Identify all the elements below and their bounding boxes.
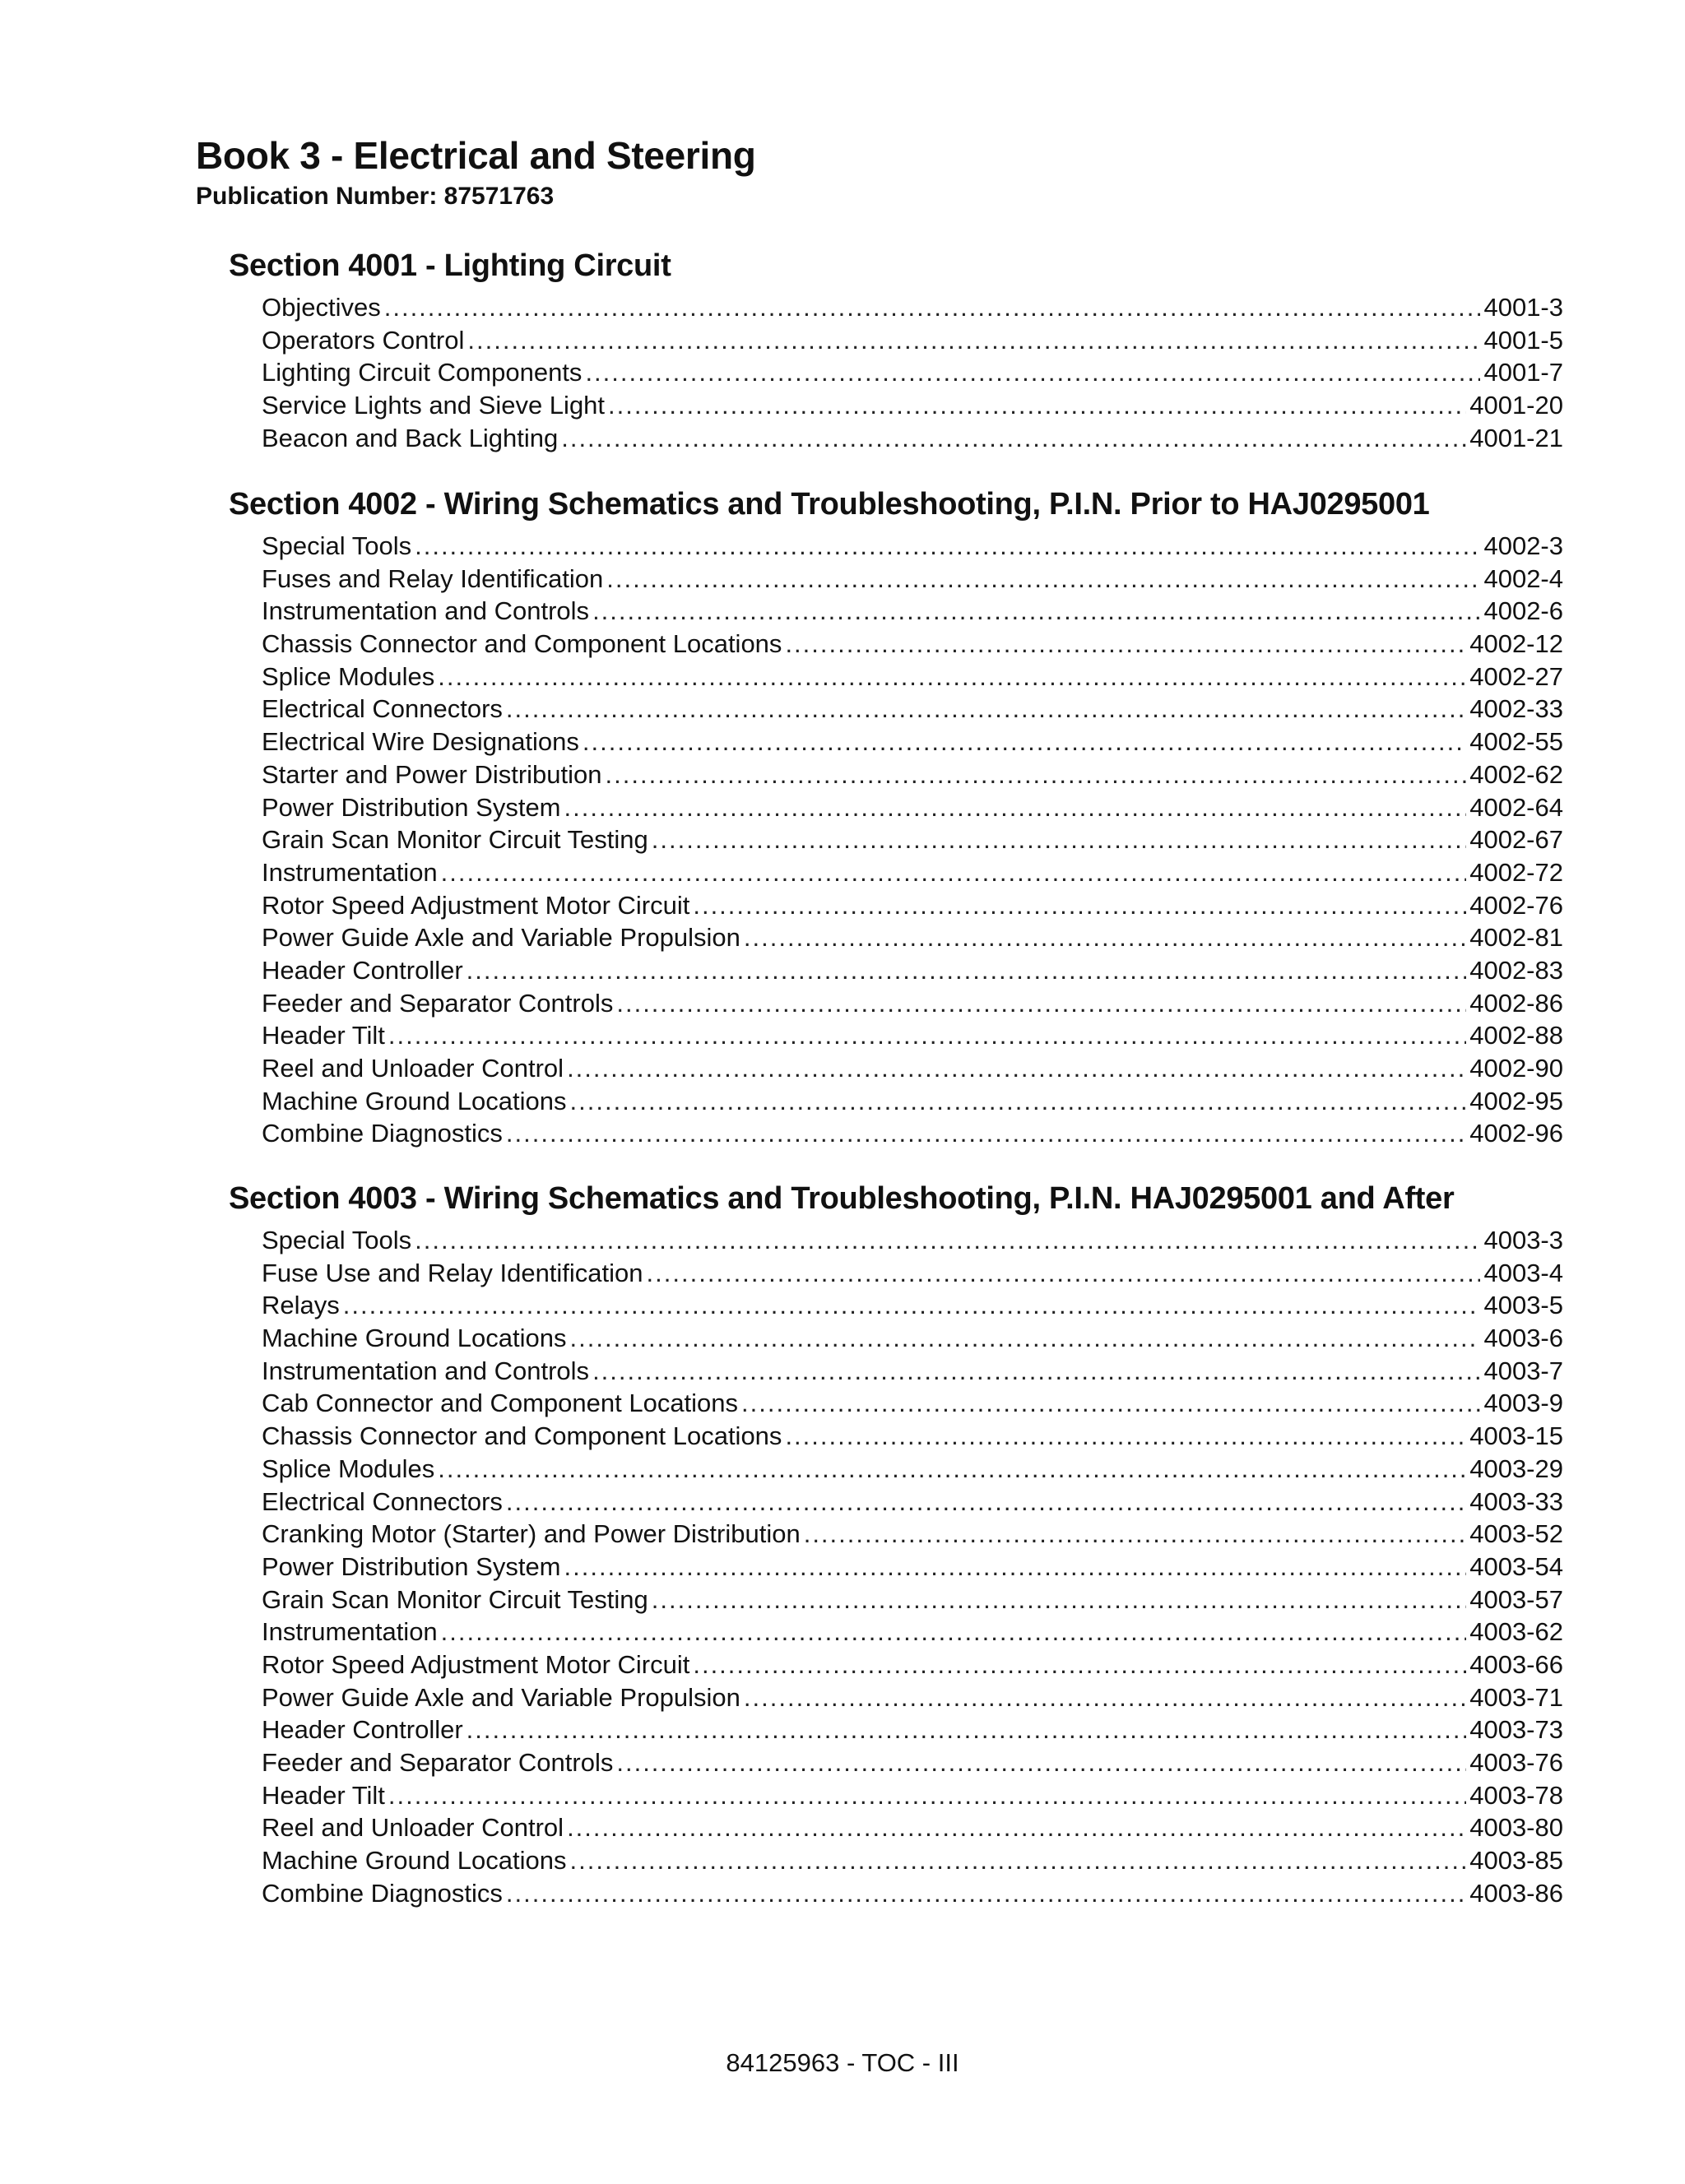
toc-leader	[467, 1713, 1467, 1746]
toc-entry[interactable]	[262, 1584, 1563, 1616]
toc-entry-page: 4003-3	[1483, 1226, 1563, 1254]
publication-number: Publication Number: 87571763	[196, 183, 555, 210]
toc-leader	[506, 1117, 1466, 1150]
toc-entry-label: Feeder and Separator Controls	[262, 1748, 614, 1777]
toc-entry[interactable]	[262, 1779, 1563, 1812]
toc-entry-label: Lighting Circuit Components	[262, 358, 583, 387]
toc-entry-page: 4002-96	[1469, 1119, 1563, 1148]
toc-entry[interactable]	[262, 291, 1563, 324]
toc-entry-page: 4003-78	[1469, 1780, 1563, 1810]
toc-entry[interactable]	[262, 1486, 1563, 1519]
toc-entry[interactable]	[262, 1811, 1563, 1844]
toc-entry-page: 4003-6	[1483, 1324, 1563, 1353]
toc-entry[interactable]	[262, 1746, 1563, 1779]
toc-entry[interactable]	[262, 1713, 1563, 1746]
toc-entry-label: Grain Scan Monitor Circuit Testing	[262, 825, 648, 855]
toc-entry-label: Fuses and Relay Identification	[262, 563, 604, 593]
toc-entry[interactable]	[262, 422, 1563, 455]
toc-entry-page: 4003-52	[1469, 1519, 1563, 1549]
toc-entry[interactable]	[262, 791, 1563, 824]
toc-entry[interactable]	[262, 389, 1563, 422]
toc-entry-label: Header Controller	[262, 1715, 463, 1745]
toc-leader	[570, 1085, 1467, 1118]
section-title: Section 4002 - Wiring Schematics and Troubleshooting, P.I.N. Prior to HAJ0295001	[229, 487, 1430, 522]
toc-leader	[506, 1486, 1466, 1519]
toc-leader	[647, 1257, 1481, 1290]
toc-entry-label: Instrumentation and Controls	[262, 1356, 590, 1385]
toc-entry-label: Header Tilt	[262, 1021, 385, 1050]
section-4001	[229, 245, 1563, 454]
toc-entry-page: 4002-33	[1469, 694, 1563, 724]
toc-leader	[438, 1453, 1466, 1486]
toc-entry-page: 4003-33	[1469, 1486, 1563, 1516]
toc-entry-page: 4003-86	[1469, 1878, 1563, 1908]
toc-entry-page: 4002-3	[1483, 531, 1563, 560]
toc-entry-page: 4001-3	[1483, 293, 1563, 322]
toc-entry-page: 4002-95	[1469, 1086, 1563, 1115]
toc-entry-page: 4003-71	[1469, 1682, 1563, 1712]
toc-entry[interactable]	[262, 530, 1563, 563]
toc-leader	[567, 1052, 1466, 1085]
toc-entry[interactable]	[262, 921, 1563, 954]
toc-entry-label: Splice Modules	[262, 661, 435, 691]
toc-entry[interactable]	[262, 1224, 1563, 1257]
toc-entry-page: 4003-5	[1483, 1291, 1563, 1320]
toc-entry-label: Instrumentation	[262, 857, 438, 887]
toc-entry-label: Relays	[262, 1291, 340, 1320]
toc-leader	[343, 1289, 1481, 1322]
toc-entry-page: 4002-6	[1483, 596, 1563, 626]
toc-entry-label: Power Guide Axle and Variable Propulsion	[262, 923, 740, 953]
toc-entry-label: Instrumentation	[262, 1617, 438, 1647]
toc-entry-page: 4002-27	[1469, 661, 1563, 691]
toc-entry-page: 4002-55	[1469, 727, 1563, 757]
toc-leader	[441, 856, 1467, 889]
toc-entry-label: Combine Diagnostics	[262, 1119, 503, 1148]
toc-leader	[583, 726, 1466, 758]
toc-entry-label: Power Distribution System	[262, 1551, 561, 1581]
toc-leader	[388, 1779, 1466, 1812]
toc-leader	[388, 1019, 1466, 1052]
section-4002	[229, 484, 1563, 1150]
toc-entry-label: Power Guide Axle and Variable Propulsion	[262, 1682, 740, 1712]
toc-entry-page: 4003-62	[1469, 1617, 1563, 1647]
toc-entry-label: Machine Ground Locations	[262, 1846, 567, 1876]
toc-leader	[608, 389, 1466, 422]
toc-entry-page: 4002-86	[1469, 988, 1563, 1018]
toc-entry-page: 4002-76	[1469, 890, 1563, 920]
toc-leader	[693, 1648, 1466, 1681]
toc-entry[interactable]	[262, 889, 1563, 922]
toc-entry-label: Reel and Unloader Control	[262, 1813, 564, 1843]
toc-leader	[606, 563, 1480, 596]
toc-leader	[384, 291, 1481, 324]
toc-entry-page: 4003-4	[1483, 1258, 1563, 1287]
toc-leader	[744, 1681, 1466, 1714]
toc-entry-page: 4003-54	[1469, 1551, 1563, 1581]
toc-leader	[616, 987, 1466, 1020]
toc-leader	[415, 530, 1480, 563]
toc-entry-label: Splice Modules	[262, 1454, 435, 1483]
toc-list	[229, 1224, 1563, 1909]
toc-entry-page: 4002-90	[1469, 1054, 1563, 1083]
toc-entry[interactable]	[262, 595, 1563, 628]
toc-leader	[592, 1355, 1480, 1388]
toc-entry[interactable]	[262, 1289, 1563, 1322]
toc-entry-page: 4003-15	[1469, 1421, 1563, 1451]
toc-entry-label: Chassis Connector and Component Locations	[262, 1421, 782, 1451]
toc-entry-label: Service Lights and Sieve Light	[262, 391, 606, 420]
toc-entry-page: 4003-7	[1483, 1356, 1563, 1385]
toc-entry[interactable]	[262, 1322, 1563, 1355]
toc-entry[interactable]	[262, 661, 1563, 693]
toc-leader	[585, 356, 1480, 389]
toc-entry[interactable]	[262, 324, 1563, 357]
toc-entry-page: 4001-21	[1469, 423, 1563, 452]
toc-leader	[744, 921, 1466, 954]
toc-leader	[561, 422, 1466, 455]
toc-entry[interactable]	[262, 1844, 1563, 1877]
toc-entry-page: 4003-80	[1469, 1813, 1563, 1843]
toc-entry[interactable]	[262, 356, 1563, 389]
toc-entry-label: Rotor Speed Adjustment Motor Circuit	[262, 890, 690, 920]
toc-entry-page: 4002-83	[1469, 955, 1563, 985]
toc-leader	[564, 791, 1467, 824]
book-title: Book 3 - Electrical and Steering	[196, 134, 756, 177]
toc-entry[interactable]	[262, 1387, 1563, 1420]
toc-leader	[785, 1420, 1466, 1453]
toc-entry[interactable]	[262, 1257, 1563, 1290]
toc-entry[interactable]	[262, 1616, 1563, 1648]
toc-leader	[652, 1584, 1466, 1616]
toc-entry-label: Instrumentation and Controls	[262, 596, 590, 626]
toc-entry-page: 4002-64	[1469, 792, 1563, 822]
toc-entry-page: 4003-9	[1483, 1389, 1563, 1418]
toc-entry[interactable]	[262, 1877, 1563, 1910]
toc-entry-page: 4003-85	[1469, 1846, 1563, 1876]
toc-leader	[785, 628, 1466, 661]
toc-entry[interactable]	[262, 1681, 1563, 1714]
toc-entry-label: Chassis Connector and Component Locations	[262, 629, 782, 659]
toc-entry-label: Reel and Unloader Control	[262, 1054, 564, 1083]
toc-entry-page: 4001-7	[1483, 358, 1563, 387]
toc-entry-page: 4002-12	[1469, 629, 1563, 659]
toc-entry-label: Beacon and Back Lighting	[262, 423, 559, 452]
toc-leader	[570, 1844, 1467, 1877]
toc-entry-label: Electrical Connectors	[262, 694, 503, 724]
toc-list	[229, 291, 1563, 454]
toc-entry-page: 4001-20	[1469, 391, 1563, 420]
toc-leader	[564, 1551, 1467, 1584]
section-title: Section 4001 - Lighting Circuit	[229, 248, 671, 283]
toc-leader	[652, 823, 1466, 856]
toc-leader	[506, 1877, 1466, 1910]
toc-leader	[616, 1746, 1466, 1779]
toc-entry[interactable]	[262, 1052, 1563, 1085]
toc-leader	[606, 758, 1467, 791]
toc-entry-label: Feeder and Separator Controls	[262, 988, 614, 1018]
toc-entry-page: 4003-57	[1469, 1584, 1563, 1614]
toc-leader	[467, 324, 1480, 357]
toc-leader	[592, 595, 1480, 628]
toc-entry[interactable]	[262, 987, 1563, 1020]
toc-entry-label: Special Tools	[262, 531, 412, 560]
toc-entry-label: Electrical Wire Designations	[262, 727, 579, 757]
toc-entry[interactable]	[262, 1453, 1563, 1486]
toc-entry[interactable]	[262, 1420, 1563, 1453]
toc-entry-label: Cab Connector and Component Locations	[262, 1389, 739, 1418]
toc-entry-page: 4003-66	[1469, 1649, 1563, 1679]
toc-list	[229, 530, 1563, 1150]
toc-entry-page: 4002-81	[1469, 923, 1563, 953]
toc-entry[interactable]	[262, 693, 1563, 726]
toc-entry-label: Operators Control	[262, 325, 465, 355]
toc-entry[interactable]	[262, 1085, 1563, 1118]
toc-entry-label: Header Controller	[262, 955, 463, 985]
section-title: Section 4003 - Wiring Schematics and Troubleshooting, P.I.N. HAJ0295001 and After	[229, 1181, 1455, 1216]
toc-leader	[741, 1387, 1480, 1420]
toc-leader	[567, 1811, 1466, 1844]
toc-leader	[441, 1616, 1467, 1648]
toc-leader	[506, 693, 1466, 726]
toc-entry-label: Machine Ground Locations	[262, 1324, 567, 1353]
toc-entry-page: 4002-67	[1469, 825, 1563, 855]
toc-entry[interactable]	[262, 726, 1563, 758]
toc-entry[interactable]	[262, 823, 1563, 856]
toc-entry[interactable]	[262, 1518, 1563, 1551]
toc-leader	[804, 1518, 1467, 1551]
toc-entry-page: 4002-88	[1469, 1021, 1563, 1050]
toc-entry-label: Power Distribution System	[262, 792, 561, 822]
toc-entry-page: 4002-72	[1469, 857, 1563, 887]
toc-entry-page: 4001-5	[1483, 325, 1563, 355]
toc-entry[interactable]	[262, 563, 1563, 596]
toc-entry[interactable]	[262, 856, 1563, 889]
toc-entry-page: 4002-4	[1483, 563, 1563, 593]
toc-leader	[467, 954, 1467, 987]
section-4003	[229, 1178, 1563, 1909]
toc-entry-label: Objectives	[262, 293, 381, 322]
toc-leader	[570, 1322, 1481, 1355]
toc-entry-label: Header Tilt	[262, 1780, 385, 1810]
page-footer: 84125963 - TOC - III	[726, 2048, 959, 2077]
toc-entry[interactable]	[262, 954, 1563, 987]
toc-entry[interactable]	[262, 758, 1563, 791]
toc-entry-label: Rotor Speed Adjustment Motor Circuit	[262, 1649, 690, 1679]
toc-entry-label: Machine Ground Locations	[262, 1086, 567, 1115]
toc-entry-label: Cranking Motor (Starter) and Power Distribution	[262, 1519, 801, 1549]
toc-entry-page: 4003-29	[1469, 1454, 1563, 1483]
toc-entry-label: Grain Scan Monitor Circuit Testing	[262, 1584, 648, 1614]
toc-leader	[415, 1224, 1480, 1257]
toc-entry-label: Starter and Power Distribution	[262, 759, 602, 789]
toc-entry[interactable]	[262, 628, 1563, 661]
toc-leader	[438, 661, 1466, 693]
toc-entry[interactable]	[262, 1117, 1563, 1150]
toc-entry[interactable]	[262, 1019, 1563, 1052]
toc-entry-label: Special Tools	[262, 1226, 412, 1254]
toc-entry-page: 4002-62	[1469, 759, 1563, 789]
toc-entry-page: 4003-76	[1469, 1748, 1563, 1777]
toc-entry[interactable]	[262, 1355, 1563, 1388]
toc-entry-label: Electrical Connectors	[262, 1486, 503, 1516]
toc-leader	[693, 889, 1466, 922]
toc-entry[interactable]	[262, 1648, 1563, 1681]
toc-entry-label: Combine Diagnostics	[262, 1878, 503, 1908]
toc-entry[interactable]	[262, 1551, 1563, 1584]
toc-entry-label: Fuse Use and Relay Identification	[262, 1258, 643, 1287]
toc-entry-page: 4003-73	[1469, 1715, 1563, 1745]
